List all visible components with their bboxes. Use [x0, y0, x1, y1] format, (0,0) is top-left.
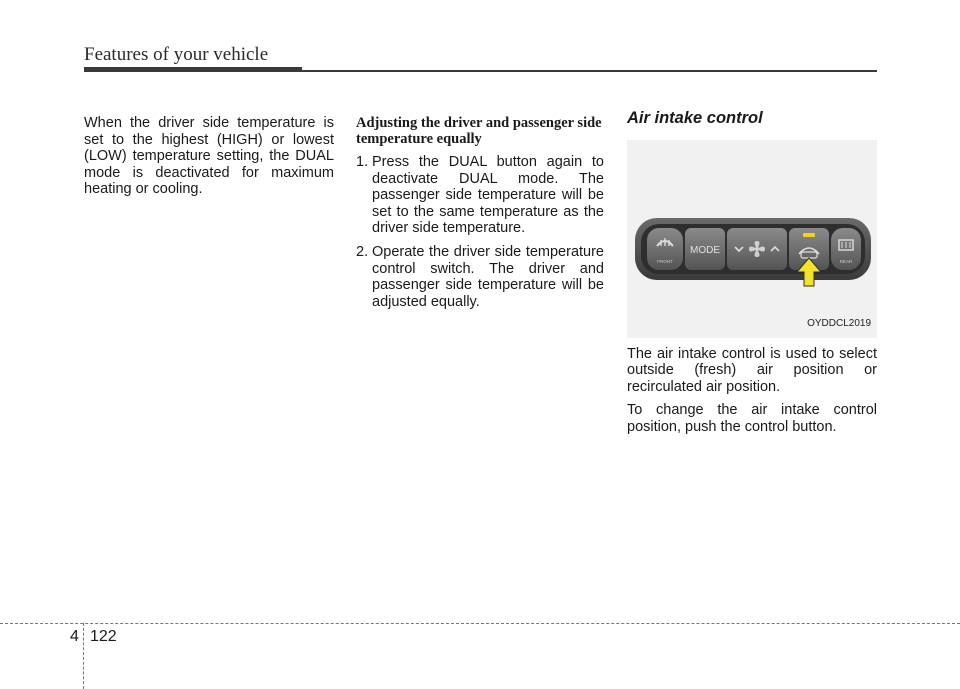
intake-description: The air intake control is used to select outside (fresh) air position or recirculated air position.: [627, 345, 877, 395]
header-rule-thin: [302, 70, 877, 72]
figure-code: OYDDCL2019: [807, 318, 871, 329]
step-text: Operate the driver side temperature control switch. The driver and passenger side temperature will be adjusted equally.: [372, 243, 604, 310]
header-title: Features of your vehicle: [84, 44, 269, 65]
step-number: 2.: [356, 243, 369, 260]
intake-indicator-light: [803, 233, 815, 237]
mode-label: MODE: [690, 244, 720, 256]
page-number: 122: [90, 628, 117, 645]
steps-list: [356, 154, 604, 310]
chapter-number: 4: [70, 628, 79, 645]
column-2: [356, 115, 604, 317]
step-number: 1.: [356, 154, 369, 170]
control-panel-illustration: [627, 140, 877, 338]
step-2: [356, 244, 604, 310]
subheading: Adjusting the driver and passenger side temperature equally: [356, 115, 602, 147]
section-title: Air intake control: [627, 109, 763, 127]
intake-instruction: To change the air intake control position, push the control button.: [627, 402, 877, 435]
step-text: Press the DUAL button again to deactivate DUAL mode. The passenger side temperature will be set to the same temperature as the driver side temperature.: [372, 154, 604, 237]
header-rule-thick: [84, 67, 302, 72]
dual-mode-note: When the driver side temperature is set to the highest (HIGH) or lowest (LOW) temperature setting, the DUAL mode is deactivated for maximum heating or cooling.: [84, 115, 334, 198]
step-1: [356, 154, 604, 237]
control-panel-figure: [627, 140, 877, 338]
front-label: FRONT: [657, 258, 673, 264]
column-3: [627, 110, 877, 443]
rear-label: REAR: [839, 258, 853, 264]
column-1: [84, 115, 334, 208]
footer-vertical-rule: [83, 623, 84, 689]
footer-dashed-rule: [0, 623, 960, 624]
